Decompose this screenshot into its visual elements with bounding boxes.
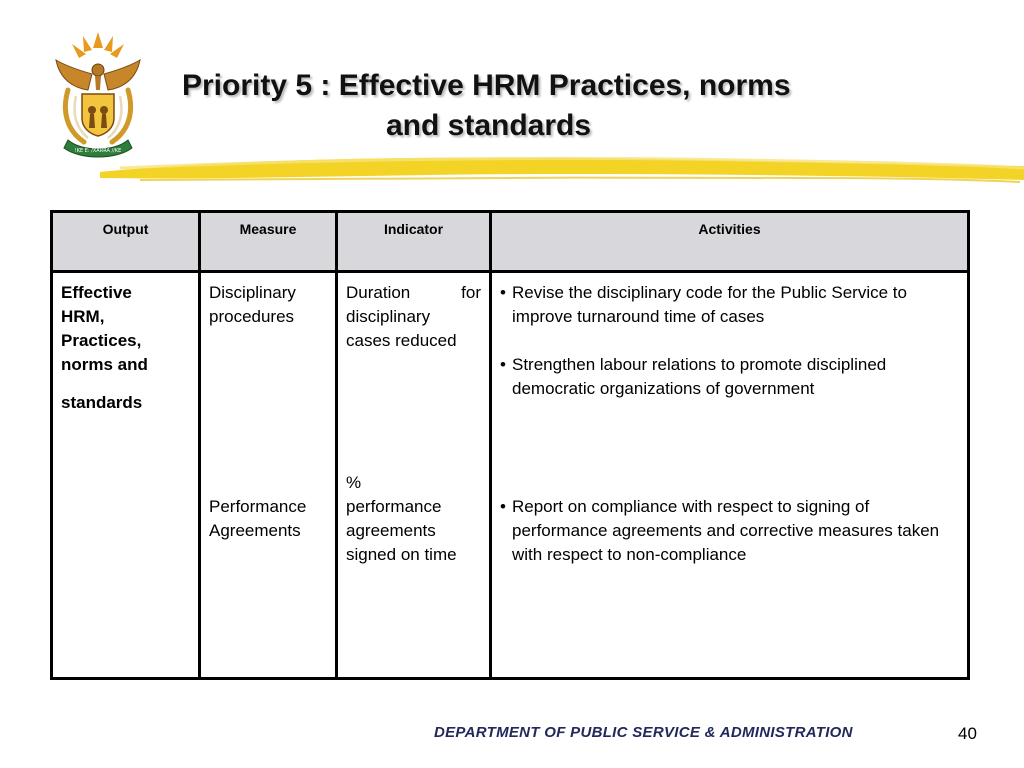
measure-line: Performance — [209, 497, 307, 516]
priority-table — [50, 210, 970, 680]
measure-line: Disciplinary — [209, 283, 296, 302]
crest-motto: !KE E: /XARRA //KE — [74, 148, 122, 154]
indicator-line: agreements — [346, 521, 436, 540]
activity-item — [500, 353, 959, 401]
indicator-line: disciplinary — [346, 307, 431, 326]
measure-line: procedures — [209, 307, 295, 326]
activity-item — [500, 281, 959, 329]
indicator-cell — [338, 273, 492, 677]
bullet-icon: • — [500, 283, 506, 302]
output-line: Practices, — [61, 331, 142, 350]
bullet-icon: • — [500, 497, 506, 516]
measure-line: Agreements — [209, 521, 301, 540]
indicator-line: cases reduced — [346, 331, 457, 350]
measure-performance — [209, 495, 327, 543]
bullet-icon: • — [500, 355, 506, 374]
activity-text: Strengthen labour relations to promote disciplined democratic organizations of government — [512, 355, 887, 398]
header-measure: Measure — [201, 213, 338, 270]
header-output: Output — [53, 213, 201, 270]
shield-icon — [82, 94, 114, 136]
table-header-row — [53, 213, 967, 273]
output-line: HRM, — [61, 307, 105, 326]
activity-text: Report on compliance with respect to signing of performance agreements and corrective measures taken with respect to non-compliance — [512, 497, 940, 564]
measure-cell — [201, 273, 338, 677]
title-line-2: and standards — [386, 109, 592, 142]
slide-title — [150, 66, 1010, 146]
page-number: 40 — [958, 724, 977, 743]
coat-of-arms-logo — [48, 30, 148, 158]
indicator-line: signed on time — [346, 545, 457, 564]
indicator-line: % — [346, 473, 362, 492]
sun-rays — [72, 32, 124, 58]
measure-disciplinary — [209, 281, 327, 329]
output-line: norms and — [61, 355, 148, 374]
activity-item — [500, 495, 959, 567]
indicator-word: Duration — [346, 283, 411, 302]
activities-cell — [492, 273, 967, 677]
footer-department: DEPARTMENT OF PUBLIC SERVICE & ADMINISTRATION — [434, 724, 853, 741]
indicator-line: performance — [346, 497, 442, 516]
yellow-brush-stroke — [100, 150, 1024, 190]
indicator-duration — [346, 281, 481, 353]
indicator-performance — [346, 471, 481, 567]
activity-text: Revise the disciplinary code for the Public Service to improve turnaround time of cases — [512, 283, 907, 326]
title-line-1: Priority 5 : Effective HRM Practices, norms — [182, 69, 791, 102]
indicator-word: for — [461, 283, 481, 302]
output-line: standards — [61, 393, 143, 412]
output-line: Effective — [61, 283, 132, 302]
indicator-first-line — [346, 281, 481, 305]
header-activities: Activities — [698, 221, 761, 237]
header-indicator: Indicator — [338, 213, 492, 270]
table-body-row — [53, 273, 967, 677]
output-cell — [53, 273, 201, 677]
